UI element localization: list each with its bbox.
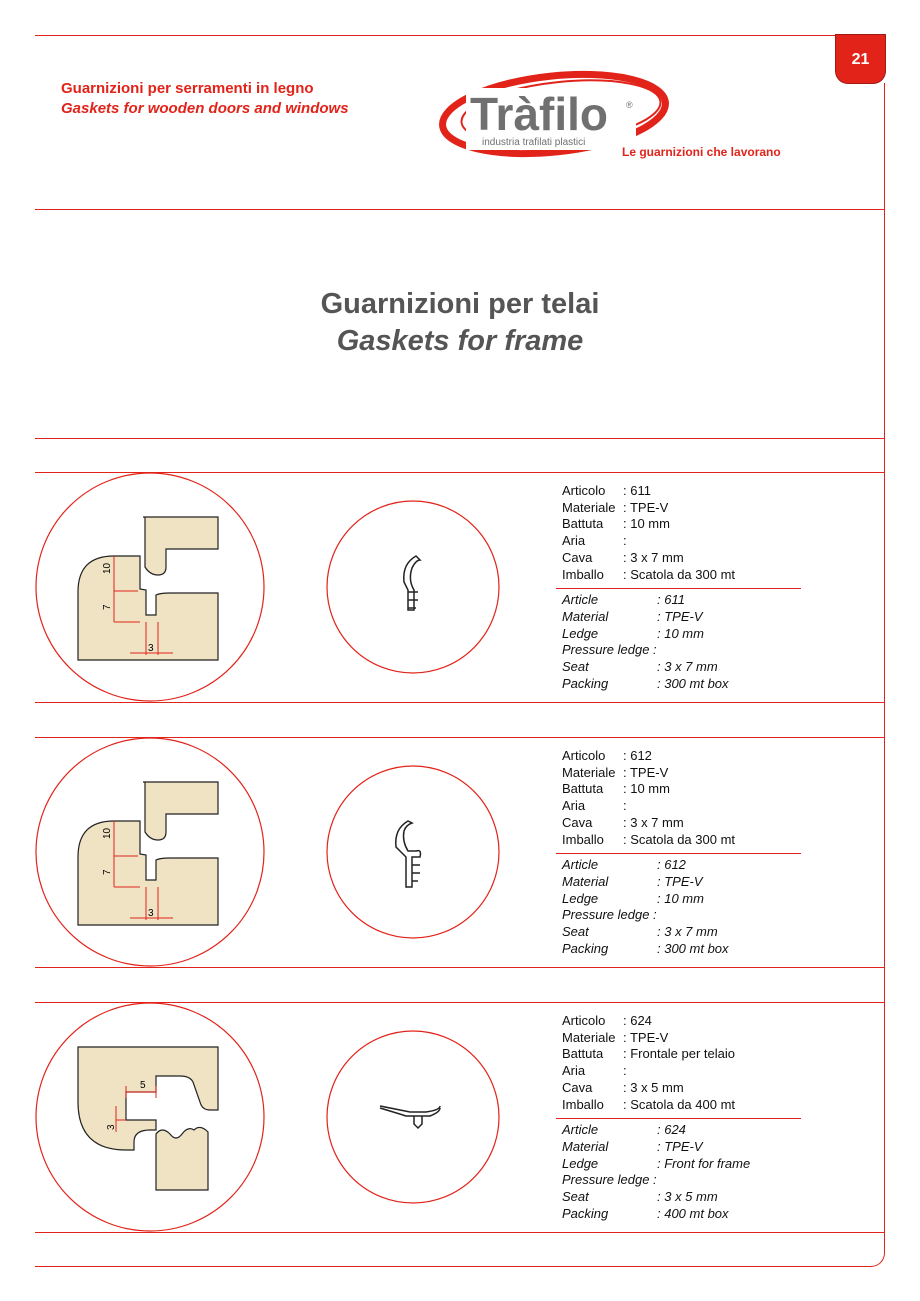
- spec-value: : 3 x 7 mm: [657, 924, 718, 940]
- spec-value: : 10 mm: [657, 625, 704, 641]
- product-624: [0, 1002, 920, 1232]
- spec-value: : TPE-V: [623, 1029, 669, 1045]
- subtitle-italian: Guarnizioni per serramenti in legno: [61, 80, 314, 97]
- spec-value: : TPE-V: [657, 608, 703, 624]
- spec-value: : 10 mm: [623, 516, 670, 532]
- dimension-label: 3: [148, 908, 154, 919]
- spec-value: : TPE-V: [623, 499, 669, 515]
- spec-separator: [556, 1118, 801, 1119]
- spec-value: : TPE-V: [623, 764, 669, 780]
- corner-rule: [868, 1250, 885, 1267]
- product-drawing: [30, 472, 510, 702]
- spec-value: : 3 x 5 mm: [657, 1189, 718, 1205]
- spec-value: : 611: [623, 483, 651, 498]
- spec-value: : Scatola da 300 mt: [623, 831, 736, 847]
- page-number: 21: [836, 35, 885, 83]
- tagline: Le guarnizioni che lavorano: [622, 145, 781, 159]
- spec-key: Materiale: [562, 764, 616, 780]
- spec-value: : Scatola da 300 mt: [623, 566, 736, 582]
- spec-key: Packing: [562, 1205, 609, 1221]
- spec-key: Articolo: [562, 748, 606, 763]
- divider: [35, 438, 885, 439]
- divider: [35, 967, 885, 968]
- spec-key: Battuta: [562, 781, 604, 797]
- spec-value: : 10 mm: [657, 890, 704, 906]
- spec-key: Packing: [562, 940, 609, 956]
- spec-key: Pressure ledge :: [562, 1172, 657, 1188]
- svg-text:®: ®: [626, 100, 633, 110]
- spec-value: : 300 mt box: [657, 675, 729, 691]
- spec-key: Imballo: [562, 831, 604, 847]
- spec-separator: [556, 853, 801, 854]
- spec-key: Cava: [562, 814, 593, 830]
- spec-key: Ledge: [562, 1155, 599, 1171]
- product-drawing: [30, 1002, 510, 1232]
- dimension-label: 5: [140, 1080, 146, 1091]
- spec-value: : TPE-V: [657, 1138, 703, 1154]
- divider: [35, 702, 885, 703]
- spec-key: Cava: [562, 549, 593, 565]
- spec-value: : Scatola da 400 mt: [623, 1096, 736, 1112]
- spec-value: : 624: [623, 1013, 652, 1028]
- spec-value: : 3 x 7 mm: [623, 814, 684, 830]
- spec-key: Pressure ledge :: [562, 907, 657, 923]
- page-title: Guarnizioni per telai: [320, 288, 600, 320]
- spec-value: : Frontale per telaio: [623, 1046, 736, 1062]
- product-drawing: [30, 737, 510, 967]
- spec-value: :: [623, 1063, 627, 1079]
- spec-key: Battuta: [562, 516, 604, 532]
- bottom-rule: [35, 1266, 871, 1267]
- spec-value: : 400 mt box: [657, 1205, 729, 1221]
- spec-key: Article: [562, 592, 599, 608]
- spec-key: Aria: [562, 533, 586, 549]
- spec-key: Article: [562, 1122, 599, 1138]
- spec-value: :: [623, 533, 627, 549]
- spec-separator: [556, 588, 801, 589]
- spec-key: Seat: [562, 1189, 589, 1205]
- spec-key: Imballo: [562, 566, 604, 582]
- page-title-english: Gaskets for frame: [336, 325, 584, 357]
- spec-key: Aria: [562, 798, 586, 814]
- dimension-label: 7: [102, 604, 113, 610]
- dimension-label: 3: [106, 1124, 117, 1130]
- spec-key: Materiale: [562, 1029, 616, 1045]
- spec-value: : 10 mm: [623, 781, 670, 797]
- spec-value: : 612: [657, 857, 686, 873]
- dimension-label: 10: [102, 827, 113, 839]
- spec-key: Ledge: [562, 890, 599, 906]
- spec-value: : 612: [623, 748, 652, 763]
- dimension-label: 10: [102, 562, 113, 574]
- spec-key: Material: [562, 608, 609, 624]
- spec-key: Packing: [562, 675, 609, 691]
- spec-key: Cava: [562, 1079, 593, 1095]
- spec-key: Articolo: [562, 1013, 606, 1028]
- spec-key: Aria: [562, 1063, 586, 1079]
- spec-value: : Front for frame: [657, 1155, 751, 1171]
- spec-key: Imballo: [562, 1096, 604, 1112]
- spec-key: Material: [562, 1138, 609, 1154]
- spec-value: : 624: [657, 1122, 686, 1138]
- spec-value: : TPE-V: [657, 873, 703, 889]
- spec-value: : 3 x 5 mm: [623, 1079, 684, 1095]
- spec-key: Pressure ledge :: [562, 642, 657, 658]
- spec-key: Battuta: [562, 1046, 604, 1062]
- spec-value: : 300 mt box: [657, 940, 729, 956]
- spec-value: : 611: [657, 592, 685, 608]
- spec-value: :: [623, 798, 627, 814]
- product-611: [0, 472, 920, 702]
- svg-text:industria trafilati plastici: industria trafilati plastici: [482, 137, 586, 148]
- spec-key: Seat: [562, 924, 589, 940]
- spec-key: Material: [562, 873, 609, 889]
- svg-text:Tràfilo: Tràfilo: [470, 88, 609, 140]
- dimension-label: 7: [102, 869, 113, 875]
- spec-value: : 3 x 7 mm: [623, 549, 684, 565]
- product-612: [0, 737, 920, 967]
- divider: [35, 209, 885, 210]
- subtitle-english: Gaskets for wooden doors and windows: [61, 100, 349, 117]
- spec-key: Materiale: [562, 499, 616, 515]
- top-rule: [35, 35, 836, 36]
- spec-value: : 3 x 7 mm: [657, 659, 718, 675]
- divider: [35, 1232, 885, 1233]
- spec-key: Article: [562, 857, 599, 873]
- spec-key: Ledge: [562, 625, 599, 641]
- spec-key: Seat: [562, 659, 589, 675]
- dimension-label: 3: [148, 643, 154, 654]
- spec-key: Articolo: [562, 483, 606, 498]
